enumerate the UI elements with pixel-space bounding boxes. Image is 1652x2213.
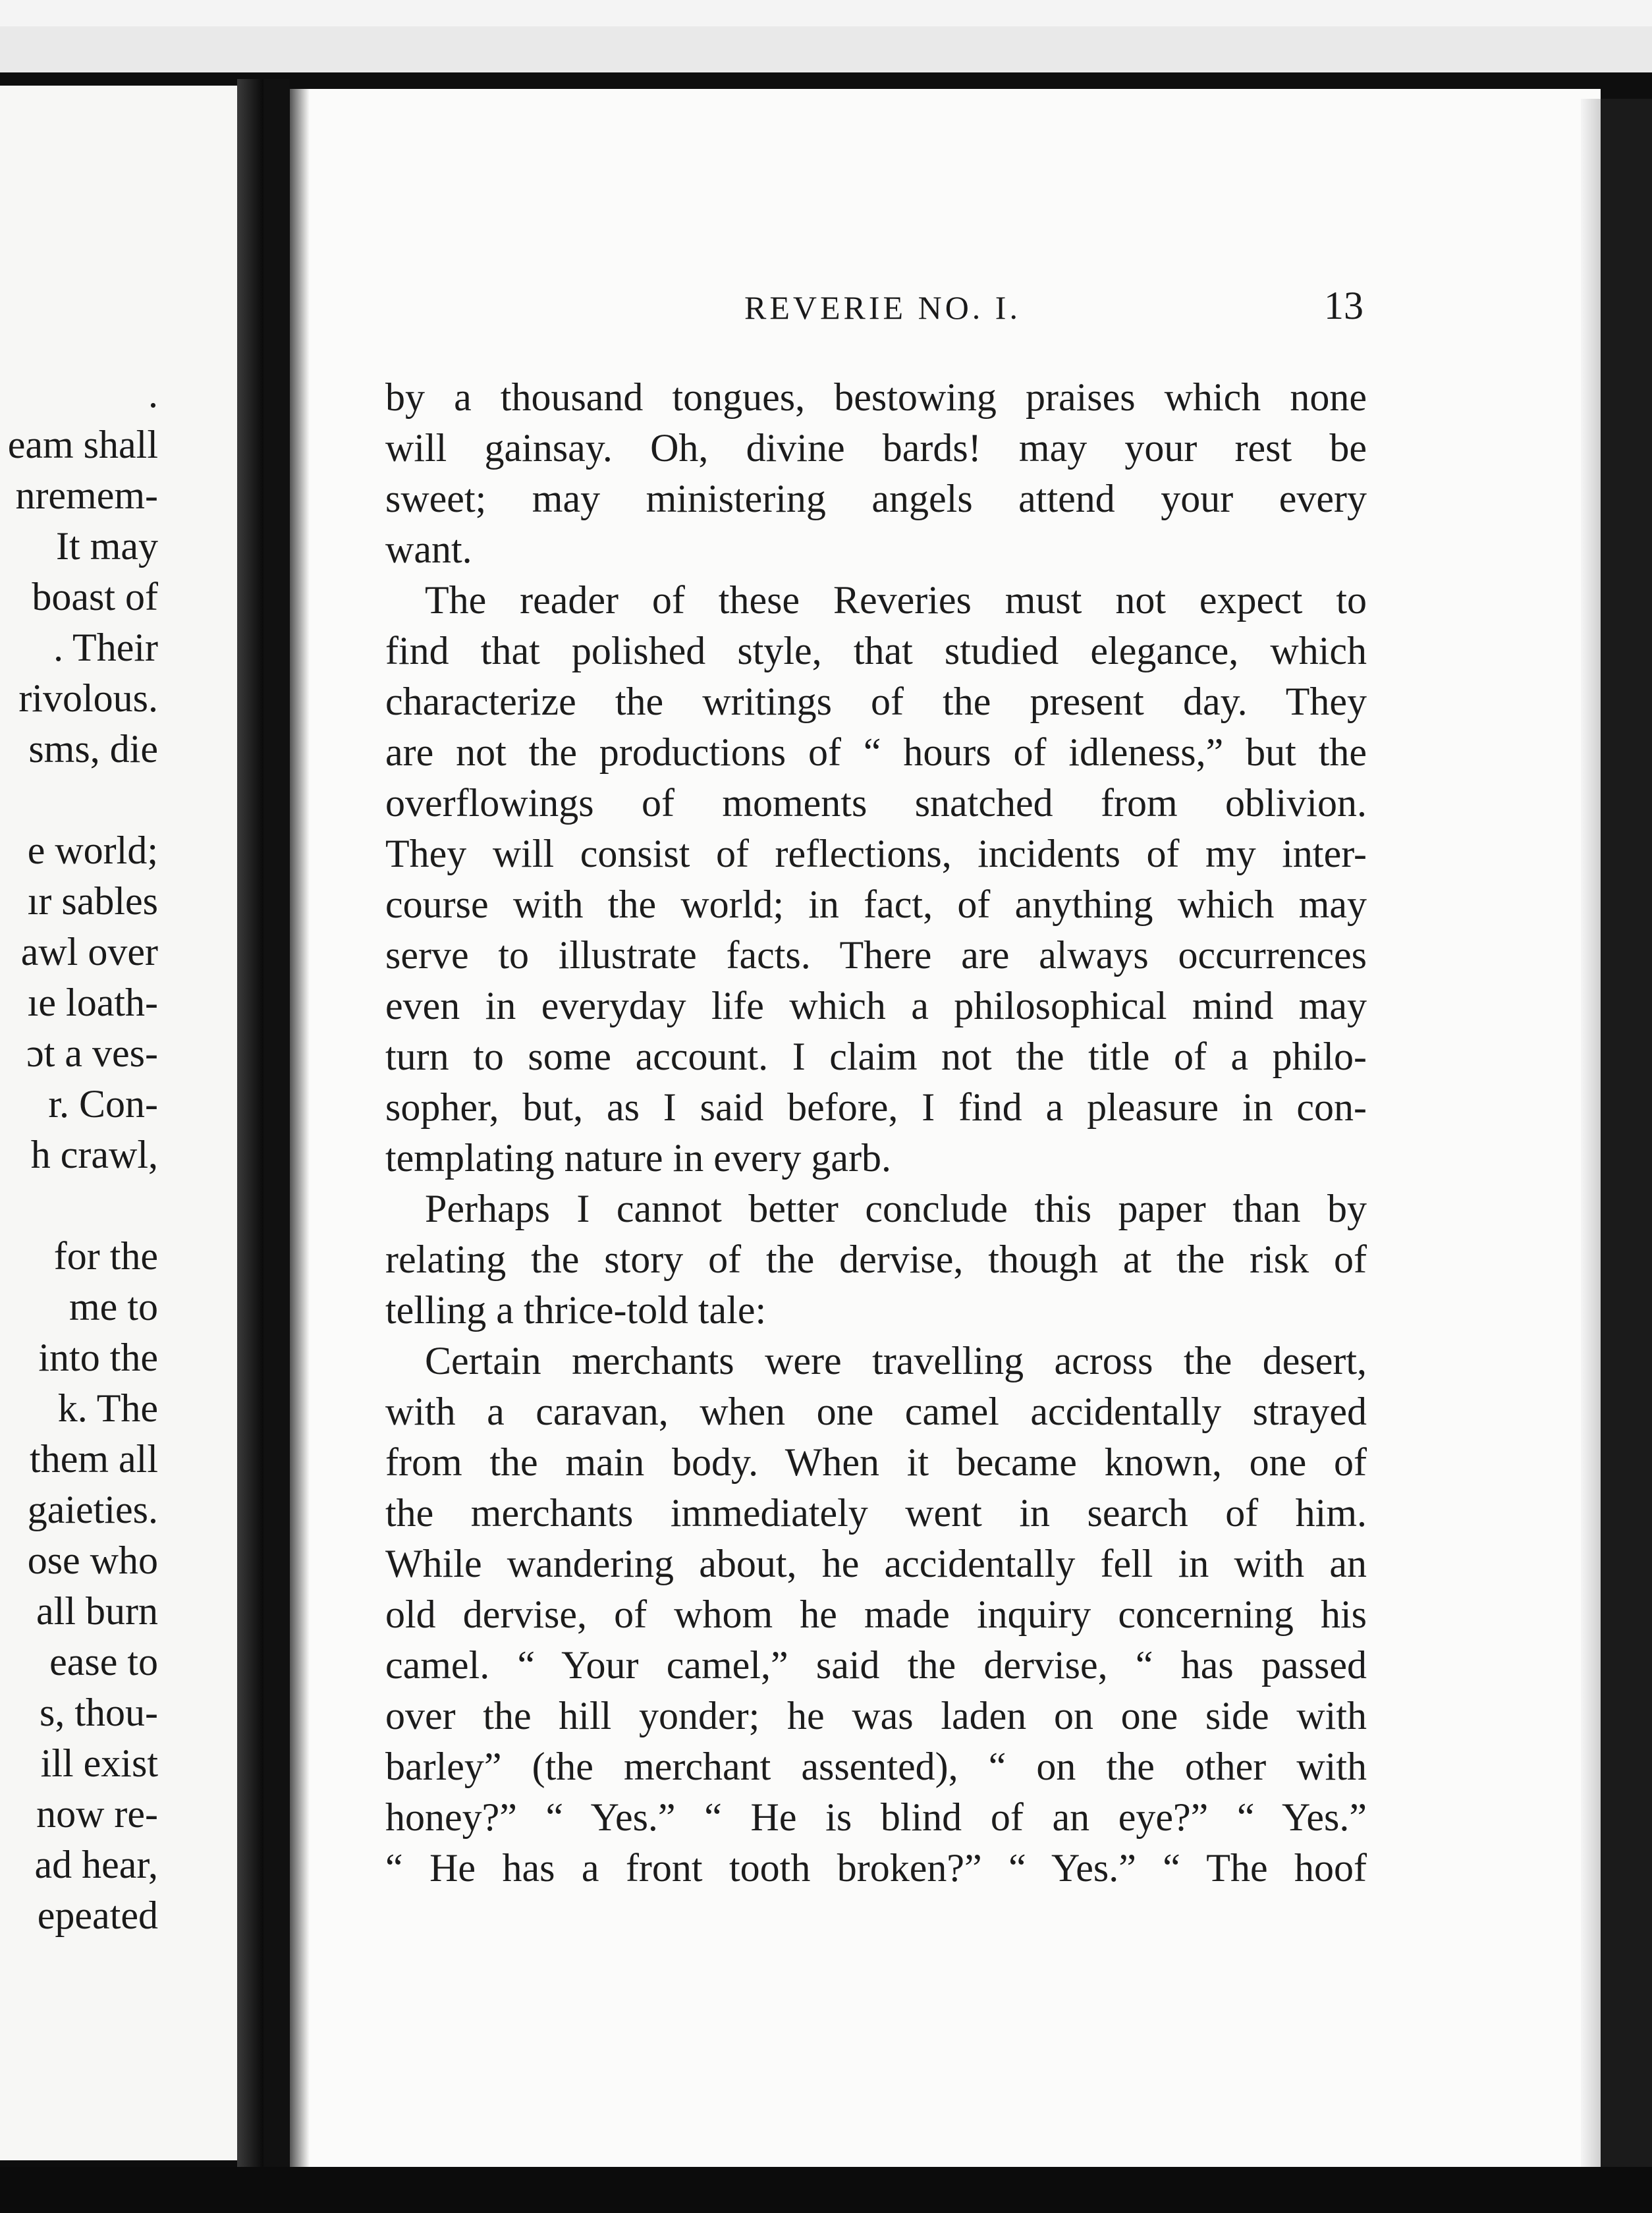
main-page-spine-shadow	[290, 89, 310, 2183]
body-line: sweet; may ministering angels attend your every	[385, 477, 1367, 520]
left-page-line: ad hear,	[34, 1843, 158, 1886]
body-line: barley” (the merchant assented), “ on the other with	[385, 1745, 1367, 1788]
film-border-top-edge	[0, 0, 1652, 26]
left-facing-page	[0, 86, 237, 2160]
left-page-line: gaieties.	[27, 1488, 158, 1531]
left-page-line	[0, 1180, 158, 1231]
left-page-line: r. Con-	[48, 1082, 158, 1126]
page-number: 13	[1324, 284, 1363, 327]
book-gutter	[263, 79, 290, 2173]
left-page-line: ıe loath-	[27, 981, 158, 1024]
body-line: want.	[385, 528, 472, 571]
left-page-line: epeated	[37, 1894, 158, 1937]
body-line: are not the productions of “ hours of idleness,” but the	[385, 730, 1367, 774]
body-line: course with the world; in fact, of anything which may	[385, 883, 1367, 926]
body-line: “ He has a front tooth broken?” “ Yes.” “ The hoof	[385, 1846, 1367, 1890]
left-page-text	[0, 369, 158, 1941]
body-line: over the hill yonder; he was laden on one side with	[385, 1694, 1367, 1737]
left-page-line: ɔt a ves-	[26, 1031, 158, 1075]
left-page-line: k. The	[57, 1386, 158, 1430]
left-page-line: awl over	[20, 930, 158, 973]
left-page-line: sms, die	[28, 727, 158, 771]
left-page-line: s, thou-	[40, 1691, 158, 1734]
left-page-line: ır sables	[27, 879, 158, 923]
body-line: by a thousand tongues, bestowing praises which none	[385, 375, 1367, 419]
left-page-line: ease to	[49, 1640, 158, 1683]
left-page-line: into the	[38, 1336, 158, 1379]
left-page-line: It may	[56, 524, 158, 568]
body-line: old dervise, of whom he made inquiry concerning his	[385, 1593, 1367, 1636]
body-line: characterize the writings of the present day. They	[385, 680, 1367, 723]
body-line: While wandering about, he accidentally fell in with an	[385, 1542, 1367, 1585]
body-line: They will consist of reflections, incidents of my inter-	[385, 832, 1367, 875]
body-line: even in everyday life which a philosophical mind may	[385, 984, 1367, 1027]
body-line: will gainsay. Oh, divine bards! may your rest be	[385, 426, 1367, 470]
body-line: camel. “ Your camel,” said the dervise, “ has passed	[385, 1643, 1367, 1687]
body-line: with a caravan, when one camel accidentally strayed	[385, 1390, 1367, 1433]
body-line: The reader of these Reveries must not expect to	[425, 578, 1367, 622]
body-line: telling a thrice-told tale:	[385, 1288, 767, 1332]
left-page-line: ose who	[27, 1539, 158, 1582]
body-line: templating nature in every garb.	[385, 1136, 892, 1180]
left-page-line: h crawl,	[30, 1133, 158, 1176]
body-line: turn to some account. I claim not the title of a philo-	[385, 1035, 1367, 1078]
page-body-text	[385, 372, 1367, 1894]
bottom-film-border	[0, 2167, 1652, 2213]
left-page-line: ill exist	[40, 1741, 158, 1785]
body-line: find that polished style, that studied elegance, which	[385, 629, 1367, 672]
left-page-line: now re-	[36, 1792, 158, 1836]
page-edge-shading	[1581, 99, 1601, 2193]
left-page-line: me to	[69, 1285, 158, 1328]
left-page-line: e world;	[27, 829, 158, 872]
left-page-line: .	[148, 372, 158, 416]
left-page-line: all burn	[36, 1589, 158, 1633]
body-line: the merchants immediately went in search of him.	[385, 1491, 1367, 1535]
body-line: Certain merchants were travelling across the desert,	[425, 1339, 1367, 1382]
body-line: from the main body. When it became known, one of	[385, 1440, 1367, 1484]
left-page-line: boast of	[32, 575, 158, 618]
body-line: serve to illustrate facts. There are always occurrences	[385, 933, 1367, 977]
body-line: relating the story of the dervise, though at the risk of	[385, 1238, 1367, 1281]
running-head: REVERIE NO. I.	[744, 289, 1021, 326]
body-line: overflowings of moments snatched from oblivion.	[385, 781, 1367, 825]
left-page-line: for the	[53, 1234, 158, 1278]
left-page-line: nremem-	[15, 474, 158, 517]
left-page-shadow	[237, 79, 263, 2173]
right-film-border	[1601, 99, 1652, 2213]
body-line: Perhaps I cannot better conclude this paper than by	[425, 1187, 1367, 1230]
left-page-line: . Their	[53, 626, 158, 669]
body-line: honey?” “ Yes.” “ He is blind of an eye?” “ Yes.”	[385, 1795, 1367, 1839]
left-page-line: eam shall	[7, 423, 158, 466]
left-page-line	[0, 775, 158, 825]
left-page-line: them all	[30, 1437, 158, 1481]
body-line: sopher, but, as I said before, I find a pleasure in con-	[385, 1085, 1367, 1129]
left-page-line: rivolous.	[18, 676, 158, 720]
